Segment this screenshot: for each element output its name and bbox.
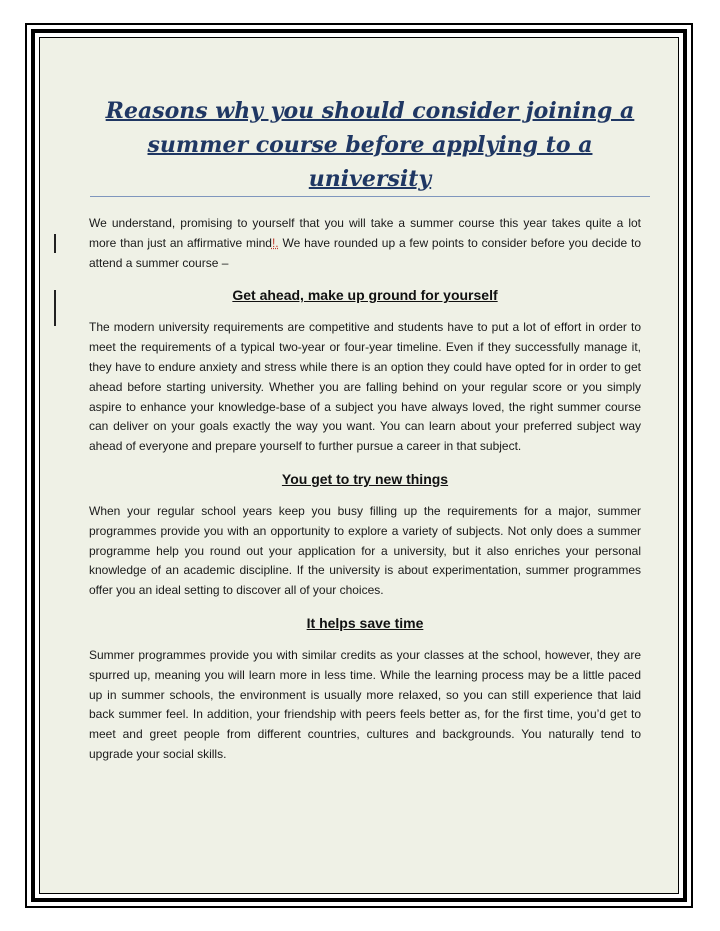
- title-divider: [90, 196, 650, 197]
- change-bar: [54, 234, 56, 253]
- section-paragraph: When your regular school years keep you busy filling up the requirements for a major, summer programmes provide you with an opportunity to explore a variety of subjects. Not only does a summer programme help you round out your application for a university, but it also enriches your personal knowledge of an academic discipline. If the university is about experimentation, summer programmes offer you an ideal setting to discover all of your choices.: [89, 503, 641, 598]
- intro-text-continued: We have rounded up a few points to consider before you decide to attend a summer course –: [89, 235, 641, 270]
- revision-mark: !.: [271, 235, 279, 250]
- intro-text: We understand, promising to yourself that you will take a summer course this year takes quite a lot more than just an affirmative mind: [89, 216, 641, 250]
- section-heading: Get ahead, make up ground for yourself: [232, 287, 498, 304]
- page-border: [31, 29, 687, 902]
- change-bar: [54, 290, 56, 326]
- page-body: [39, 37, 679, 894]
- document-page: [25, 23, 693, 908]
- section-paragraph: Summer programmes provide you with similar credits as your classes at the school, however, they are spurred up, meaning you will learn more in less time. While the learning process may be a little paced up in summer schools, the environment is usually more relaxed, so you can still experience that laid back summer feel. In addition, your friendship with peers feels better as, for the first time, you’d get to meet and greet people from different countries, cultures and backgrounds. You naturally tend to upgrade your social skills.: [89, 647, 641, 761]
- document-content: [89, 214, 641, 777]
- section-heading: It helps save time: [306, 614, 424, 631]
- document-title: Reasons why you should consider joining a summer course before applying to a university: [105, 98, 635, 192]
- intro-paragraph: [89, 214, 641, 273]
- section-heading: You get to try new things: [281, 470, 449, 487]
- section-paragraph: The modern university requirements are competitive and students have to put a lot of effort in order to meet the requirements of a typical two-year or four-year timeline. Even if they successfully manage it, they have to endure anxiety and stress while there is an option they could have opted for in order to get ahead before starting university. Whether you are falling behind on your regular score or you simply aspire to enhance your knowledge-base of a subject you have always loved, the right summer course can deliver on your goals exactly the way you want. You can learn about your preferred subject way ahead of everyone and prepare yourself to further pursue a career in that subject.: [89, 320, 641, 454]
